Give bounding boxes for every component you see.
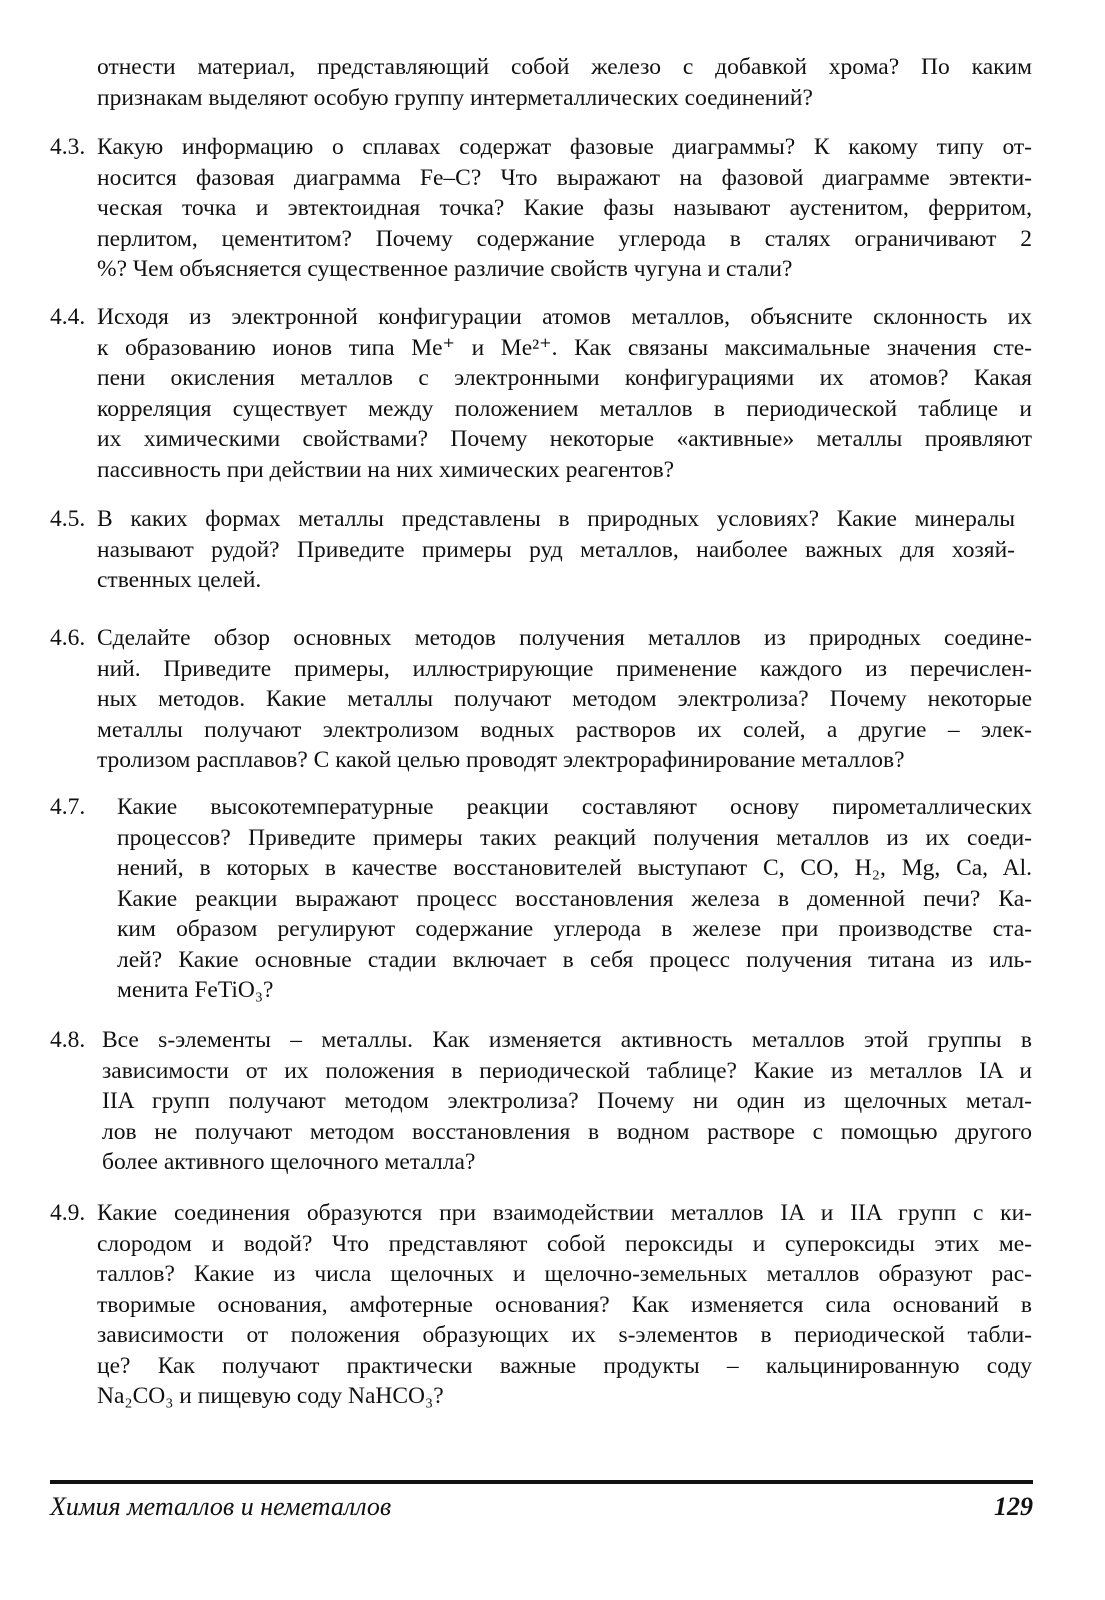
text-line: ким образом регулируют содержание углерода в железе при производстве ста- xyxy=(117,916,1032,942)
question-text xyxy=(97,132,1032,285)
running-footer-title: Химия металлов и неметаллов xyxy=(50,1492,392,1521)
text-line: творимые основания, амфотерные основания? Как изменяется сила оснований в xyxy=(97,1291,1032,1318)
question-item-4-8 xyxy=(50,1025,1032,1178)
continuation-text xyxy=(97,52,1032,113)
question-text xyxy=(97,302,1032,485)
text-line: Какие реакции выражают процесс восстановления железа в доменной печи? Ка- xyxy=(117,885,1032,912)
text-line: зависимости от положения образующих их s-элементов в периодической табли- xyxy=(97,1322,1032,1348)
question-number: 4.6. xyxy=(50,625,86,651)
question-text xyxy=(102,1025,1032,1178)
question-number: 4.3. xyxy=(50,134,86,160)
text-line: отнести материал, представляющий собой железо с добавкой хрома? По каким xyxy=(97,54,1032,80)
text-line: пассивность при действии на них химических реагентов? xyxy=(97,456,675,483)
text-line: ственных целей. xyxy=(97,567,262,593)
question-number: 4.9. xyxy=(50,1200,86,1226)
text-line: менита FeTiO₃? xyxy=(117,977,274,1003)
question-number: 4.4. xyxy=(50,304,86,330)
question-number: 4.7. xyxy=(50,794,86,820)
continuation-paragraph xyxy=(97,52,1032,113)
text-line: ний. Приведите примеры, иллюстрирующие применение каждого из перечислен- xyxy=(97,655,1032,682)
question-text xyxy=(97,504,1015,596)
question-item-4-7 xyxy=(50,792,1032,1006)
text-line: нений, в которых в качестве восстановителей выступают C, CO, H₂, Mg, Ca, Al. xyxy=(117,855,1032,881)
question-text xyxy=(97,623,1032,776)
text-line: IIA групп получают методом электролиза? Почему ни один из щелочных метал- xyxy=(102,1088,1032,1114)
question-item-4-3 xyxy=(50,132,1032,285)
text-line: ческая точка и эвтектоидная точка? Какие фазы называют аустенитом, ферритом, xyxy=(97,195,1032,221)
text-line: таллов? Какие из числа щелочных и щелочно-земельных металлов образуют рас- xyxy=(97,1261,1032,1287)
question-text xyxy=(97,1198,1032,1412)
text-line: Исходя из электронной конфигурации атомов металлов, объясните склонность их xyxy=(97,304,1032,330)
text-line: процессов? Приведите примеры таких реакций получения металлов из их соеди- xyxy=(117,824,1032,851)
text-line: металлы получают электролизом водных растворов их солей, а другие – элек- xyxy=(97,716,1032,743)
footer-divider xyxy=(50,1480,1033,1484)
question-number: 4.5. xyxy=(50,506,86,532)
text-line: Какие высокотемпературные реакции составляют основу пирометаллических xyxy=(117,794,1032,820)
text-line: тролизом расплавов? С какой целью проводят электрорафинирование металлов? xyxy=(97,747,905,773)
text-line: лей? Какие основные стадии включает в себя процесс получения титана из иль- xyxy=(117,946,1032,973)
text-line: зависимости от их положения в периодической таблице? Какие из металлов IA и xyxy=(102,1057,1032,1084)
text-line: называют рудой? Приведите примеры руд металлов, наиболее важных для хозяй- xyxy=(97,536,1015,563)
question-number: 4.8. xyxy=(50,1027,86,1053)
page-number: 129 xyxy=(994,1492,1033,1521)
question-text xyxy=(117,792,1032,1006)
text-line: пени окисления металлов с электронными конфигурациями их атомов? Какая xyxy=(97,365,1032,391)
text-line: Какие соединения образуются при взаимодействии металлов IA и IIA групп с ки- xyxy=(97,1200,1032,1226)
text-line: перлитом, цементитом? Почему содержание углерода в сталях ограничивают 2 xyxy=(97,225,1032,252)
text-line: признакам выделяют особую группу интерметаллических соединений? xyxy=(97,84,813,111)
question-item-4-4 xyxy=(50,302,1032,485)
text-line: слородом и водой? Что представляют собой пероксиды и супероксиды этих ме- xyxy=(97,1230,1032,1257)
text-line: це? Как получают практически важные продукты – кальцинированную соду xyxy=(97,1352,1032,1379)
text-line: носится фазовая диаграмма Fe–C? Что выражают на фазовой диаграмме эвтекти- xyxy=(97,164,1032,191)
text-line: их химическими свойствами? Почему некоторые «активные» металлы проявляют xyxy=(97,426,1032,452)
question-item-4-9 xyxy=(50,1198,1032,1412)
text-line: к образованию ионов типа Me⁺ и Me²⁺. Как связаны максимальные значения сте- xyxy=(97,334,1032,361)
text-line: Все s-элементы – металлы. Как изменяется активность металлов этой группы в xyxy=(102,1027,1032,1053)
text-line: ных методов. Какие металлы получают методом электролиза? Почему некоторые xyxy=(97,686,1032,712)
text-line: Какую информацию о сплавах содержат фазовые диаграммы? К какому типу от- xyxy=(97,134,1032,160)
text-line: лов не получают методом восстановления в водном растворе с помощью другого xyxy=(102,1118,1032,1145)
text-line: В каких формах металлы представлены в природных условиях? Какие минералы xyxy=(97,506,1015,532)
question-item-4-6 xyxy=(50,623,1032,776)
text-line: корреляция существует между положением металлов в периодической таблице и xyxy=(97,395,1032,422)
text-line: %? Чем объясняется существенное различие свойств чугуна и стали? xyxy=(97,256,793,282)
text-line: Сделайте обзор основных методов получения металлов из природных соедине- xyxy=(97,625,1032,651)
text-line: более активного щелочного металла? xyxy=(102,1149,476,1175)
text-line: Na₂CO₃ и пищевую соду NaHCO₃? xyxy=(97,1383,444,1409)
question-item-4-5 xyxy=(50,504,1015,596)
